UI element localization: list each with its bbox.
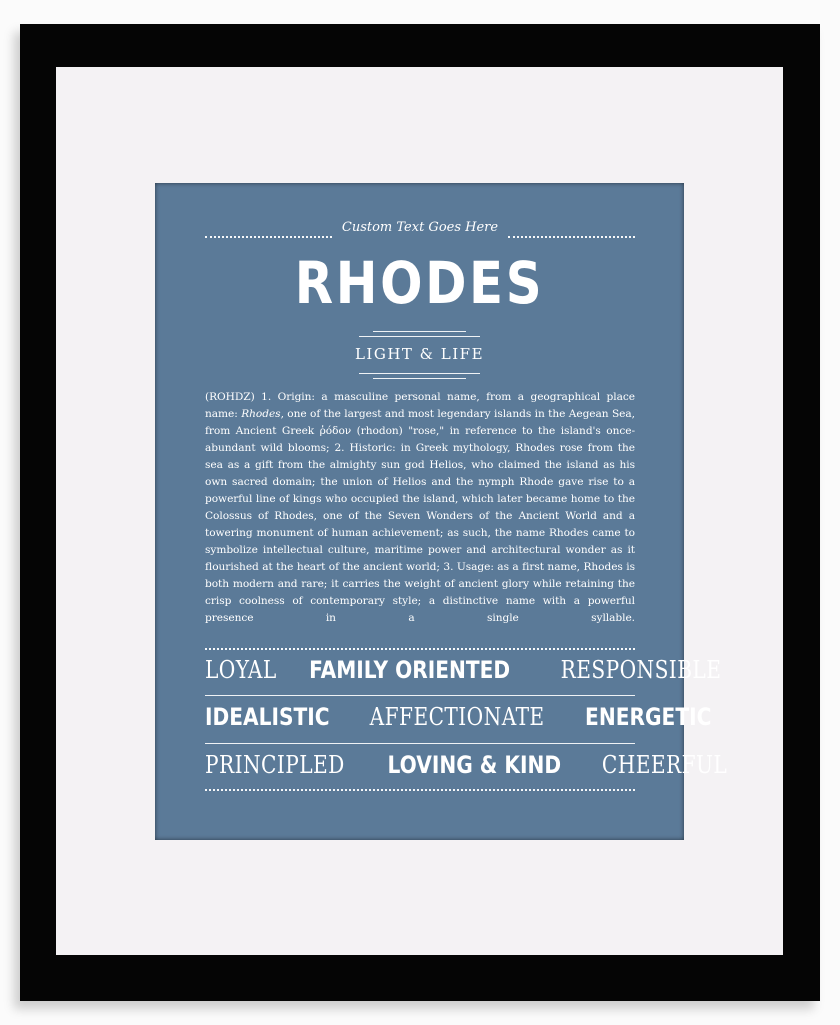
dotted-divider (205, 789, 635, 791)
divider-line (205, 695, 635, 696)
divider-line (359, 373, 480, 374)
dotted-divider (205, 648, 635, 650)
name-definition (205, 389, 635, 627)
trait: IDEALISTIC (205, 703, 330, 731)
trait: LOYAL (205, 656, 277, 684)
trait: FAMILY ORIENTED (309, 656, 511, 684)
trait: PRINCIPLED (205, 751, 345, 779)
definition-text: (ROHDZ) 1. Origin: a masculine personal name, from a geographical place name: (205, 391, 635, 420)
divider-line (373, 331, 466, 332)
divider-line (205, 743, 635, 744)
dotted-divider-right (508, 236, 635, 238)
name-print (155, 183, 728, 840)
trait: LOVING & KIND (387, 751, 562, 779)
name-meaning: LIGHT & LIFE (354, 345, 485, 363)
trait: AFFECTIONATE (369, 703, 545, 731)
custom-text: Custom Text Goes Here (341, 220, 499, 235)
traits-row (205, 656, 722, 690)
name-title: RHODES (294, 249, 545, 317)
trait: ENERGETIC (585, 703, 712, 731)
traits-row (205, 703, 712, 737)
divider-line (373, 378, 466, 379)
trait: CHEERFUL (601, 751, 728, 779)
divider-line (359, 336, 480, 337)
definition-italic-name: Rhodes (241, 408, 281, 420)
traits-row (205, 751, 728, 785)
dotted-divider-left (205, 236, 332, 238)
definition-text: , one of the largest and most legendary islands in the Aegean Sea, from Ancient Greek ῥόδον (rhodon) "rose," in reference to the island's once-abundant wild blooms; 2. Historic: in Greek mythology, Rhodes rose from the sea as a gift from the almighty sun god Helios, who claimed the island as his own sacred domain; the union of Helios and the nymph Rhode gave rise to a powerful line of kings who occupied the island, which later became home to the Colossus of Rhodes, one of the Seven Wonders of the Ancient World and a towering monument of human achievement; as such, the name Rhodes came to symbolize intellectual culture, maritime power and architectural wonder as it flourished at the heart of the ancient world; 3. Usage: as a first name, Rhodes is both modern and rare; it carries the weight of ancient glory while retaining the crisp coolness of contemporary style; a distinctive name with a powerful presence in a single syllable. (205, 408, 635, 624)
trait: RESPONSIBLE (560, 656, 722, 684)
